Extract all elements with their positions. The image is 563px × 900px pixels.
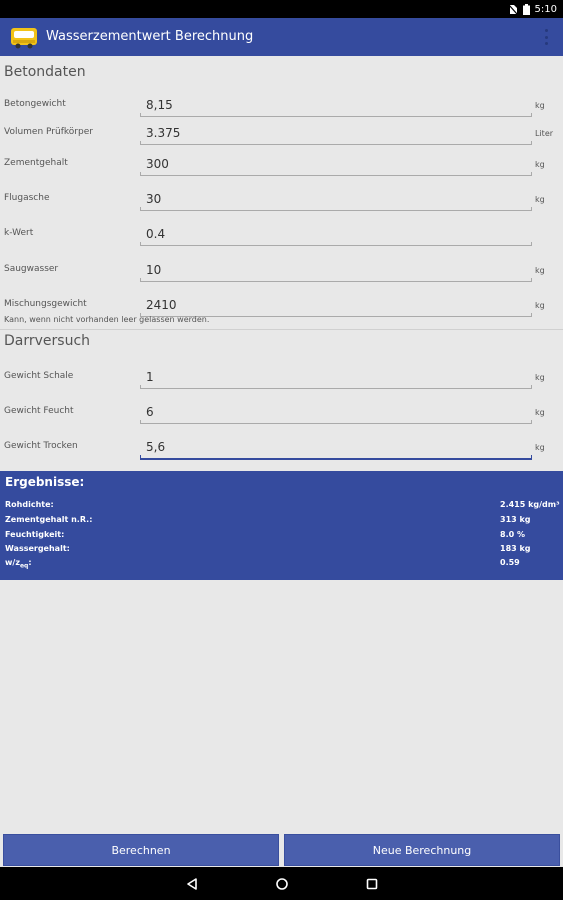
field-label: Volumen Prüfkörper [4,127,93,137]
field-row-k-wert [0,215,563,250]
field-row-volumen [0,114,563,149]
section-divider [0,329,563,330]
input-underline [140,175,532,176]
betongewicht-input[interactable] [140,86,532,116]
result-label [5,558,32,570]
field-unit: kg [535,266,545,275]
volumen-input[interactable] [140,114,532,144]
k-wert-input[interactable] [140,215,532,245]
result-row-w-z-eq [0,558,563,572]
result-label: Rohdichte: [5,500,54,509]
field-unit: kg [535,195,545,204]
input-underline-tick [140,385,141,389]
flugasche-input[interactable] [140,180,532,210]
result-value: 2.415 kg/dm³ [500,500,560,509]
gewicht-feucht-input[interactable] [140,393,532,423]
field-unit: kg [535,373,545,382]
field-row-gewicht-schale [0,358,563,393]
input-underline-tick [140,207,141,211]
app-title: Wasserzementwert Berechnung [46,29,254,44]
field-label: Zementgehalt [4,158,68,168]
result-label: Wassergehalt: [5,544,70,553]
input-underline-tick [140,455,141,459]
field-unit: Liter [535,129,554,138]
input-underline-tick [140,172,141,176]
result-value: 0.59 [500,558,520,567]
result-row-wassergehalt [0,544,563,558]
field-unit: kg [535,408,545,417]
field-row-zementgehalt [0,145,563,180]
field-label: Gewicht Schale [4,371,74,381]
status-icons [508,2,557,16]
input-underline-tick [531,172,532,176]
gewicht-schale-input[interactable] [140,358,532,388]
result-label: Feuchtigkeit: [5,530,65,539]
calculate-button[interactable]: Berechnen [3,834,279,866]
input-underline-tick [531,207,532,211]
input-underline-tick [531,313,532,317]
result-row-feuchtigkeit [0,530,563,544]
gewicht-trocken-input[interactable] [140,428,532,458]
field-label: Betongewicht [4,99,66,109]
hint-text: Kann, wenn nicht vorhanden leer gelassen werden. [4,315,210,324]
field-unit: kg [535,101,545,110]
field-unit: kg [535,160,545,169]
field-label: Gewicht Feucht [4,406,74,416]
section-title-darrversuch: Darrversuch [4,333,91,349]
field-row-saugwasser [0,251,563,286]
result-value: 183 kg [500,544,531,553]
input-underline-tick [531,420,532,424]
input-underline-tick [531,455,532,459]
result-value: 8.0 % [500,530,525,539]
input-underline-tick [140,278,141,282]
field-label: Saugwasser [4,264,59,274]
input-underline-tick [140,242,141,246]
result-label-suffix: : [28,558,32,567]
field-unit: kg [535,301,545,310]
input-underline-tick [531,385,532,389]
input-underline [140,281,532,282]
result-row-rohdichte [0,500,563,514]
result-label: Zementgehalt n.R.: [5,515,93,524]
input-underline-tick [531,278,532,282]
status-bar [0,0,563,18]
field-label: k-Wert [4,228,34,238]
new-calculation-button[interactable]: Neue Berechnung [284,834,560,866]
field-row-flugasche [0,180,563,215]
recents-icon[interactable] [363,875,381,893]
field-label: Flugasche [4,193,50,203]
input-underline [140,388,532,389]
battery-icon [523,4,530,15]
input-underline-focused [140,458,532,460]
result-row-zementgehalt [0,515,563,529]
field-label: Mischungsgewicht [4,299,87,309]
back-icon[interactable] [183,875,201,893]
saugwasser-input[interactable] [140,251,532,281]
result-value: 313 kg [500,515,531,524]
results-title: Ergebnisse: [5,475,85,489]
results-panel [0,471,563,580]
result-label-main: w/z [5,558,20,567]
input-underline [140,423,532,424]
section-title-betondaten: Betondaten [4,64,86,80]
input-underline-tick [140,420,141,424]
input-underline-tick [531,242,532,246]
field-label: Gewicht Trocken [4,441,78,451]
app-bar [0,18,563,56]
no-sim-icon [508,4,518,15]
home-icon[interactable] [273,875,291,893]
bottom-button-bar [0,833,563,867]
field-row-gewicht-feucht [0,393,563,428]
truck-icon [10,25,38,49]
input-underline [140,210,532,211]
zementgehalt-input[interactable] [140,145,532,175]
overflow-menu-icon[interactable] [541,28,551,46]
field-unit: kg [535,443,545,452]
navigation-bar [0,867,563,900]
status-time: 5:10 [534,3,557,15]
input-underline [140,245,532,246]
mischungsgewicht-input[interactable] [140,286,532,316]
result-label-subscript: eq [19,562,29,570]
field-row-gewicht-trocken [0,428,563,463]
